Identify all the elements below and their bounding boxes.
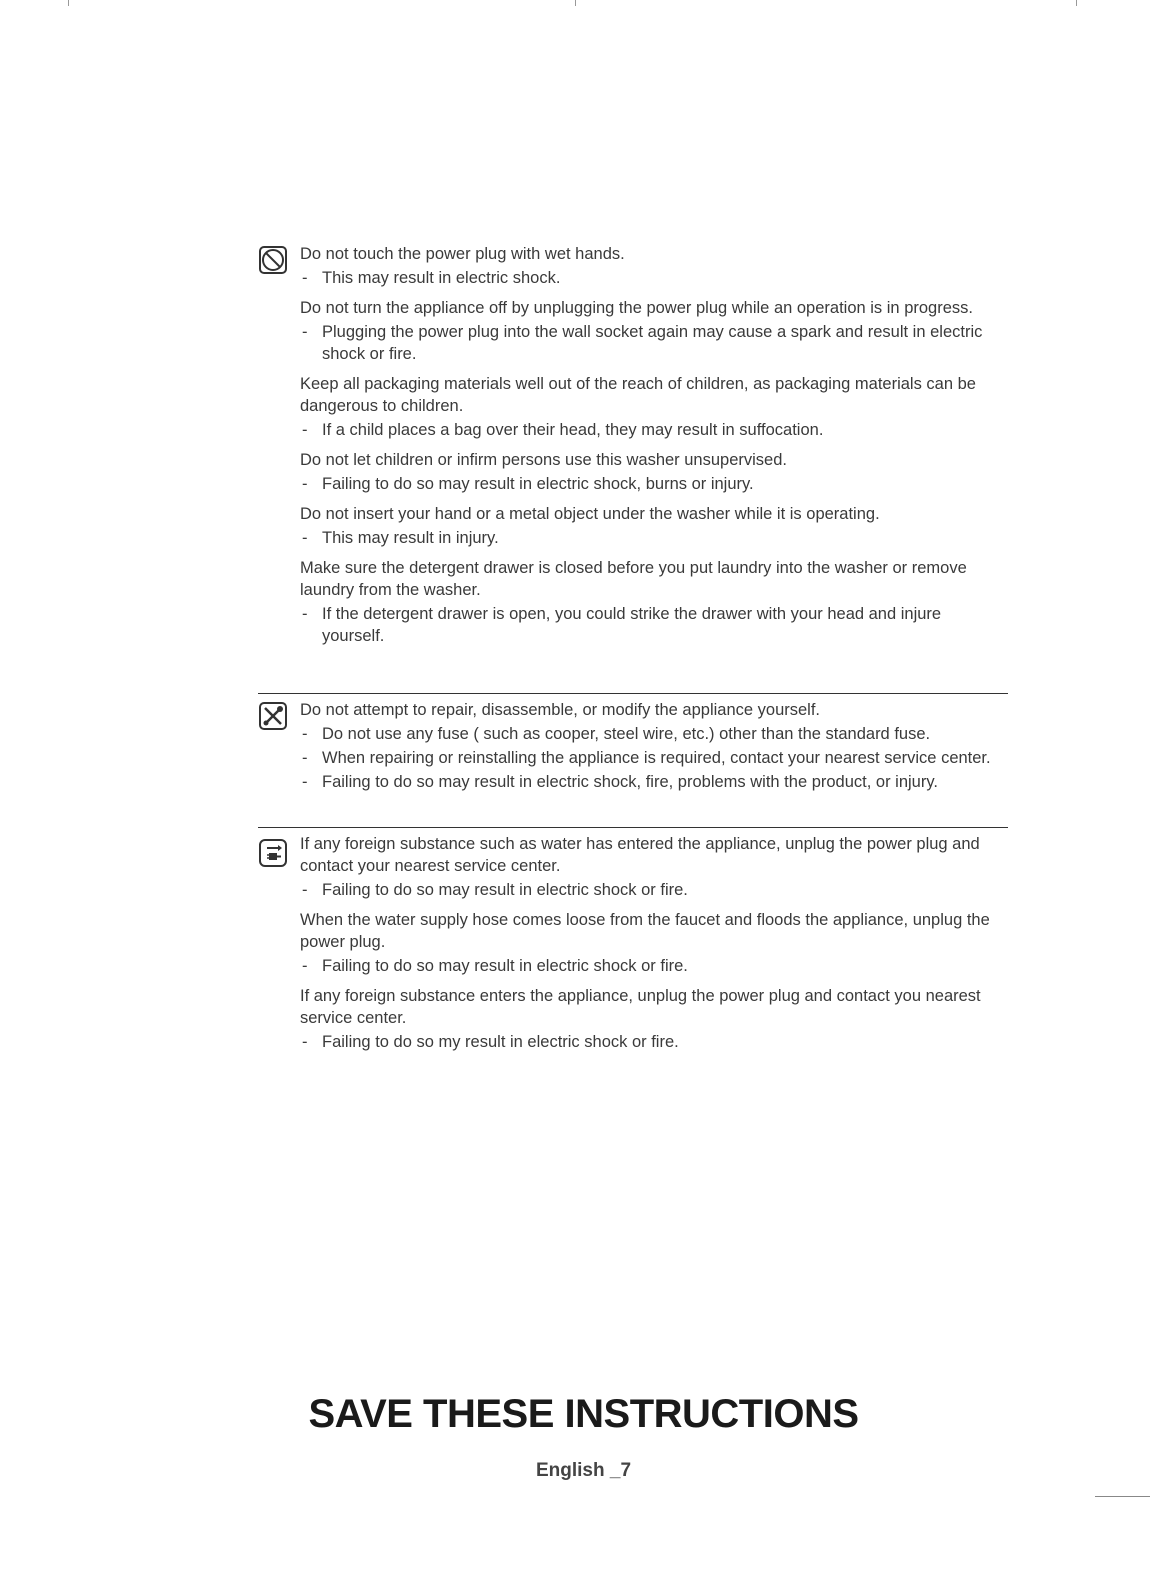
warning-text: Do not turn the appliance off by unplugging the power plug while an operation is in progress. <box>300 299 973 317</box>
warning-consequence: - Do not use any fuse ( such as cooper, steel wire, etc.) other than the standard fuse. <box>300 723 1008 745</box>
warning-item <box>300 297 1008 365</box>
warning-text: Make sure the detergent drawer is closed before you put laundry into the washer or remove laundry from the washer. <box>300 559 967 599</box>
warning-item <box>300 985 1008 1053</box>
warning-consequence: - When repairing or reinstalling the appliance is required, contact your nearest service center. <box>300 747 1008 769</box>
warning-section-disassembly <box>258 699 1008 793</box>
page-number: English _7 <box>535 1460 632 1481</box>
warning-text: Do not insert your hand or a metal object under the washer while it is operating. <box>300 505 880 523</box>
warning-text: If any foreign substance enters the appliance, unplug the power plug and contact you nearest service center. <box>300 987 981 1027</box>
section-items <box>258 243 1008 647</box>
warning-consequence: - Failing to do so may result in electric shock or fire. <box>300 955 1008 977</box>
section-items <box>258 699 1008 793</box>
warning-item <box>300 373 1008 441</box>
warning-item <box>300 833 1008 901</box>
warning-consequence: - Plugging the power plug into the wall socket again may cause a spark and result in electric shock or fire. <box>300 321 1008 365</box>
warning-item <box>300 503 1008 549</box>
warning-text: Do not attempt to repair, disassemble, or modify the appliance yourself. <box>300 701 821 719</box>
warning-consequence: - This may result in injury. <box>300 527 1008 549</box>
warning-text: Do not let children or infirm persons use this washer unsupervised. <box>300 451 787 469</box>
no-disassembly-icon <box>258 701 288 731</box>
warning-item <box>300 449 1008 495</box>
unplug-icon <box>258 838 288 868</box>
section-divider <box>258 693 1008 694</box>
top-margin-tick <box>68 0 69 6</box>
warning-text: When the water supply hose comes loose from the faucet and floods the appliance, unplug the power plug. <box>300 911 990 951</box>
warning-item <box>300 243 1008 289</box>
warning-text: If any foreign substance such as water has entered the appliance, unplug the power plug and contact your nearest service center. <box>300 835 980 875</box>
top-margin-tick <box>575 0 576 6</box>
section-divider <box>258 827 1008 828</box>
warning-item <box>300 699 1008 793</box>
bottom-right-rule <box>1095 1496 1150 1497</box>
warning-item <box>300 557 1008 647</box>
warning-section-unplug <box>258 833 1008 1053</box>
warning-consequence: - Failing to do so may result in electric shock, burns or injury. <box>300 473 1008 495</box>
save-instructions-heading: SAVE THESE INSTRUCTIONS <box>308 1392 859 1436</box>
warning-item <box>300 909 1008 977</box>
warning-consequence: - Failing to do so may result in electric shock or fire. <box>300 879 1008 901</box>
warning-text: Do not touch the power plug with wet hands. <box>300 245 625 263</box>
warning-section-prohibited <box>258 243 1008 647</box>
warning-consequence: - If the detergent drawer is open, you could strike the drawer with your head and injure yourself. <box>300 603 1008 647</box>
warning-consequence: - This may result in electric shock. <box>300 267 1008 289</box>
top-margin-tick <box>1076 0 1077 6</box>
section-items <box>258 833 1008 1053</box>
prohibited-icon <box>258 245 288 275</box>
warning-consequence: - Failing to do so may result in electric shock, fire, problems with the product, or injury. <box>300 771 1008 793</box>
warning-consequence: - If a child places a bag over their head, they may result in suffocation. <box>300 419 1008 441</box>
warning-consequence: - Failing to do so my result in electric shock or fire. <box>300 1031 1008 1053</box>
warning-text: Keep all packaging materials well out of the reach of children, as packaging materials can be dangerous to children. <box>300 375 976 415</box>
